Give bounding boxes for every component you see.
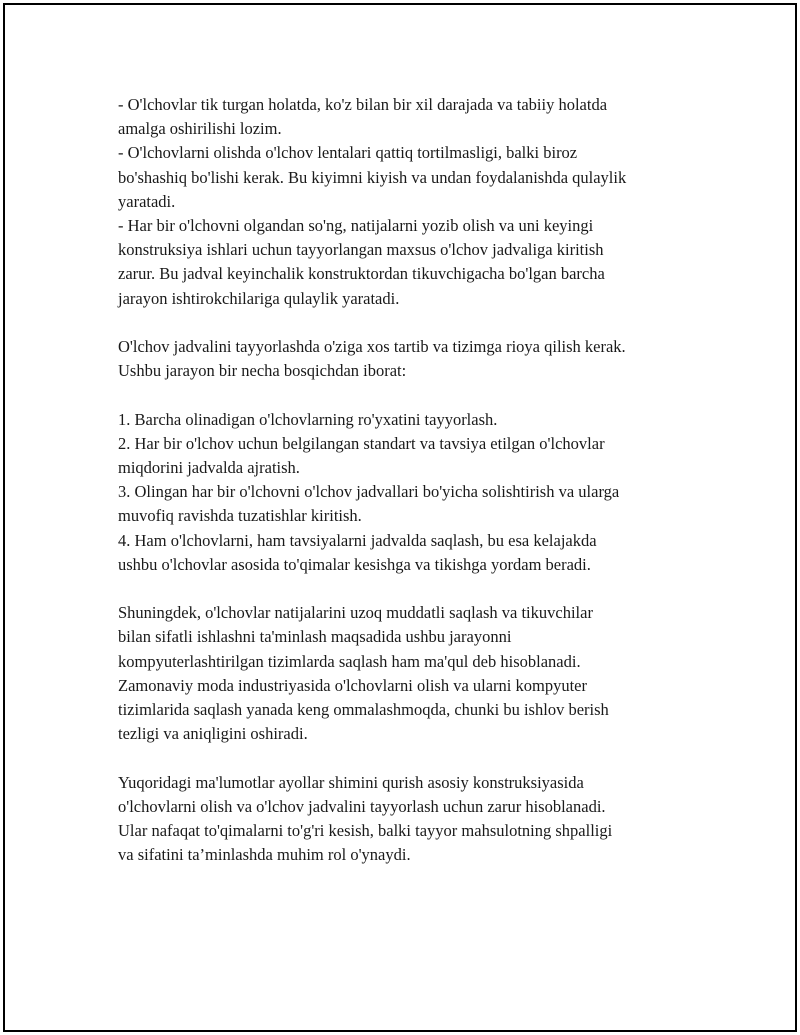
text-line: o'lchovlarni olish va o'lchov jadvalini tayyorlash uchun zarur hisoblanadi.	[118, 796, 606, 816]
text-line: yaratadi.	[118, 191, 176, 211]
text-line: kompyuterlashtirilgan tizimlarda saqlash ham ma'qul deb hisoblanadi.	[118, 651, 581, 671]
text-line: miqdorini jadvalda ajratish.	[118, 458, 300, 478]
text-line: konstruksiya ishlari uchun tayyorlangan maxsus o'lchov jadvaliga kiritish	[118, 240, 604, 260]
text-line: Zamonaviy moda industriyasida o'lchovlarni olish va ularni kompyuter	[118, 675, 588, 695]
text-line: Ushbu jarayon bir necha bosqichdan iborat:	[118, 361, 407, 381]
text-line: 1. Barcha olinadigan o'lchovlarning ro'yxatini tayyorlash.	[118, 409, 498, 429]
text-line: Shuningdek, o'lchovlar natijalarini uzoq muddatli saqlash va tikuvchilar	[118, 603, 593, 623]
text-line: tizimlarida saqlash yanada keng ommalashmoqda, chunki bu ishlov berish	[118, 700, 609, 720]
text-line: muvofiq ravishda tuzatishlar kiritish.	[118, 506, 362, 526]
document-body	[118, 93, 708, 892]
text-line: 2. Har bir o'lchov uchun belgilangan standart va tavsiya etilgan o'lchovlar	[118, 433, 605, 453]
text-line: bilan sifatli ishlashni ta'minlash maqsadida ushbu jarayonni	[118, 627, 512, 647]
text-line: bo'shashiq bo'lishi kerak. Bu kiyimni kiyish va undan foydalanishda qulaylik	[118, 167, 627, 187]
text-line: 3. Olingan har bir o'lchovni o'lchov jadvallari bo'yicha solishtirish va ularga	[118, 482, 620, 502]
text-line: - Har bir o'lchovni olgandan so'ng, natijalarni yozib olish va uni keyingi	[118, 216, 594, 236]
text-line: O'lchov jadvalini tayyorlashda o'ziga xos tartib va tizimga rioya qilish kerak.	[118, 337, 626, 357]
text-line: Ular nafaqat to'qimalarni to'g'ri kesish, balki tayyor mahsulotning shpalligi	[118, 821, 613, 841]
text-line: 4. Ham o'lchovlarni, ham tavsiyalarni jadvalda saqlash, bu esa kelajakda	[118, 530, 597, 550]
text-line: tezligi va aniqligini oshiradi.	[118, 724, 308, 744]
text-line: Yuqoridagi ma'lumotlar ayollar shimini qurish asosiy konstruksiyasida	[118, 772, 584, 792]
paragraph-conclusion	[118, 771, 708, 868]
text-line: - O'lchovlar tik turgan holatda, ko'z bilan bir xil darajada va tabiiy holatda	[118, 95, 608, 114]
numbered-steps-list	[118, 408, 708, 577]
text-line: ushbu o'lchovlar asosida to'qimalar kesishga va tikishga yordam beradi.	[118, 554, 591, 574]
paragraph-table-intro	[118, 335, 708, 383]
text-line: zarur. Bu jadval keyinchalik konstruktordan tikuvchigacha bo'lgan barcha	[118, 264, 605, 284]
paragraph-measurement-rules	[118, 93, 708, 311]
text-line: amalga oshirilishi lozim.	[118, 119, 282, 139]
text-line: - O'lchovlarni olishda o'lchov lentalari qattiq tortilmasligi, balki biroz	[118, 143, 578, 163]
text-line: va sifatini ta’minlashda muhim rol o'ynaydi.	[118, 845, 411, 865]
text-line: jarayon ishtirokchilariga qulaylik yaratadi.	[118, 288, 400, 308]
paragraph-computerization	[118, 601, 708, 746]
